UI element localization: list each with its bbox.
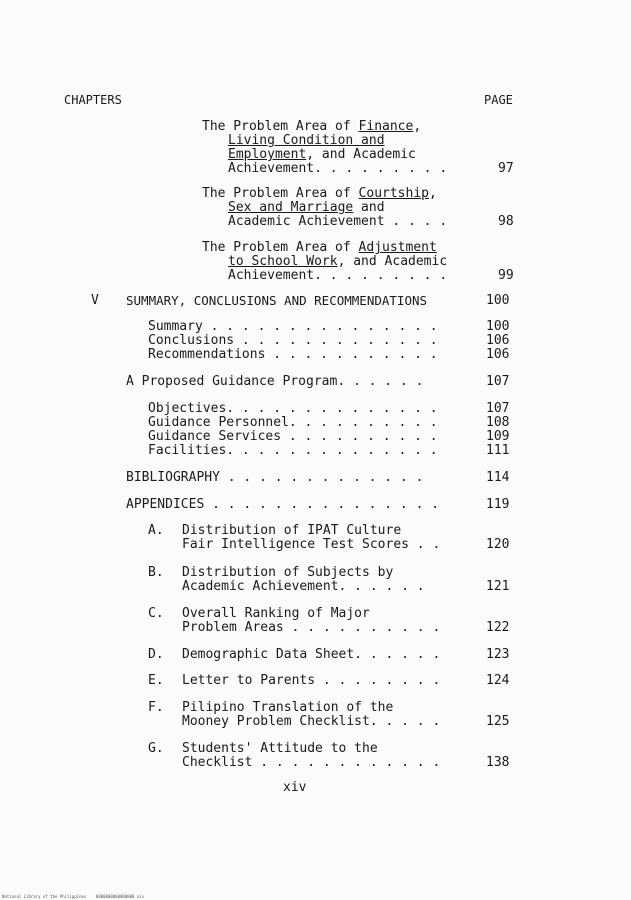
page-number-appendix-g: 138 — [486, 755, 510, 770]
appendix-g-line1: Students' Attitude to the — [182, 741, 378, 756]
appendix-b-line1: Distribution of Subjects by — [182, 565, 394, 580]
appendix-f-line2: Mooney Problem Checklist. . . . . — [182, 714, 441, 729]
page-number-adjustment: 99 — [498, 268, 514, 283]
appendix-c-line2: Problem Areas . . . . . . . . . . — [182, 620, 441, 635]
page-number-appendices: 119 — [486, 497, 510, 512]
appendix-g-line2: Checklist . . . . . . . . . . . . — [182, 755, 441, 770]
toc-entry-finance-line4: Achievement. . . . . . . . . — [228, 161, 448, 176]
appendix-b-line2: Academic Achievement. . . . . . — [182, 579, 425, 594]
page-number-appendix-e: 124 — [486, 673, 510, 688]
appendix-a-line2: Fair Intelligence Test Scores . . — [182, 537, 441, 552]
toc-entry-conclusions: Conclusions . . . . . . . . . . . . . — [148, 333, 438, 348]
page-number-appendix-a: 120 — [486, 537, 510, 552]
appendix-f-letter: F. — [148, 700, 164, 715]
toc-entry-facilities: Facilities. . . . . . . . . . . . . . — [148, 443, 438, 458]
toc-entry-objectives: Objectives. . . . . . . . . . . . . . — [148, 401, 438, 416]
page-number-appendix-b: 121 — [486, 579, 510, 594]
toc-entry-appendices: APPENDICES . . . . . . . . . . . . . . . — [126, 497, 440, 512]
toc-entry-finance-line2: Living Condition and — [228, 133, 385, 148]
page-number-recommendations: 106 — [486, 347, 510, 362]
toc-entry-finance: The Problem Area of Finance, — [202, 119, 422, 134]
chapters-heading: CHAPTERS — [64, 93, 122, 107]
page-number-chapter-v: 100 — [486, 293, 510, 308]
toc-entry-summary: Summary . . . . . . . . . . . . . . . — [148, 319, 438, 334]
page-number-finance: 97 — [498, 161, 514, 176]
appendix-d-letter: D. — [148, 647, 164, 662]
scan-footer: National Library of the Philippines 0000000000000000 xiv — [2, 894, 145, 899]
toc-entry-courtship-line2: Sex and Marriage and — [228, 200, 385, 215]
appendix-a-line1: Distribution of IPAT Culture — [182, 523, 402, 538]
appendix-e-letter: E. — [148, 673, 164, 688]
toc-entry-personnel: Guidance Personnel. . . . . . . . . . — [148, 415, 438, 430]
toc-entry-courtship-line3: Academic Achievement . . . . — [228, 214, 448, 229]
page-number-guidance-program: 107 — [486, 374, 510, 389]
page-number-courtship: 98 — [498, 214, 514, 229]
toc-entry-adjustment-line3: Achievement. . . . . . . . . — [228, 268, 448, 283]
page-number-appendix-f: 125 — [486, 714, 510, 729]
page-number-services: 109 — [486, 429, 510, 444]
appendix-d-line1: Demographic Data Sheet. . . . . . — [182, 647, 441, 662]
toc-entry-guidance-program: A Proposed Guidance Program. . . . . . — [126, 374, 424, 389]
page-roman-number: xiv — [283, 780, 307, 795]
page-number-appendix-c: 122 — [486, 620, 510, 635]
page-number-objectives: 107 — [486, 401, 510, 416]
toc-entry-courtship: The Problem Area of Courtship, — [202, 186, 437, 201]
page-number-facilities: 111 — [486, 443, 510, 458]
appendix-c-letter: C. — [148, 606, 164, 621]
toc-entry-services: Guidance Services . . . . . . . . . . — [148, 429, 438, 444]
toc-entry-bibliography: BIBLIOGRAPHY . . . . . . . . . . . . . — [126, 470, 424, 485]
page-heading: PAGE — [484, 93, 513, 107]
page-number-appendix-d: 123 — [486, 647, 510, 662]
toc-entry-adjustment: The Problem Area of Adjustment — [202, 240, 437, 255]
appendix-a-letter: A. — [148, 523, 164, 538]
toc-entry-adjustment-line2: to School Work, and Academic — [228, 254, 448, 269]
appendix-f-line1: Pilipino Translation of the — [182, 700, 394, 715]
page-number-summary: 100 — [486, 319, 510, 334]
chapter-numeral: V — [91, 293, 99, 308]
toc-entry-recommendations: Recommendations . . . . . . . . . . . — [148, 347, 438, 362]
appendix-g-letter: G. — [148, 741, 164, 756]
appendix-c-line1: Overall Ranking of Major — [182, 606, 370, 621]
page-number-conclusions: 106 — [486, 333, 510, 348]
chapter-title: SUMMARY, CONCLUSIONS AND RECOMMENDATIONS — [126, 293, 428, 308]
toc-entry-finance-line3: Employment, and Academic — [228, 147, 416, 162]
appendix-b-letter: B. — [148, 565, 164, 580]
page-number-personnel: 108 — [486, 415, 510, 430]
appendix-e-line1: Letter to Parents . . . . . . . . — [182, 673, 441, 688]
page-number-bibliography: 114 — [486, 470, 510, 485]
